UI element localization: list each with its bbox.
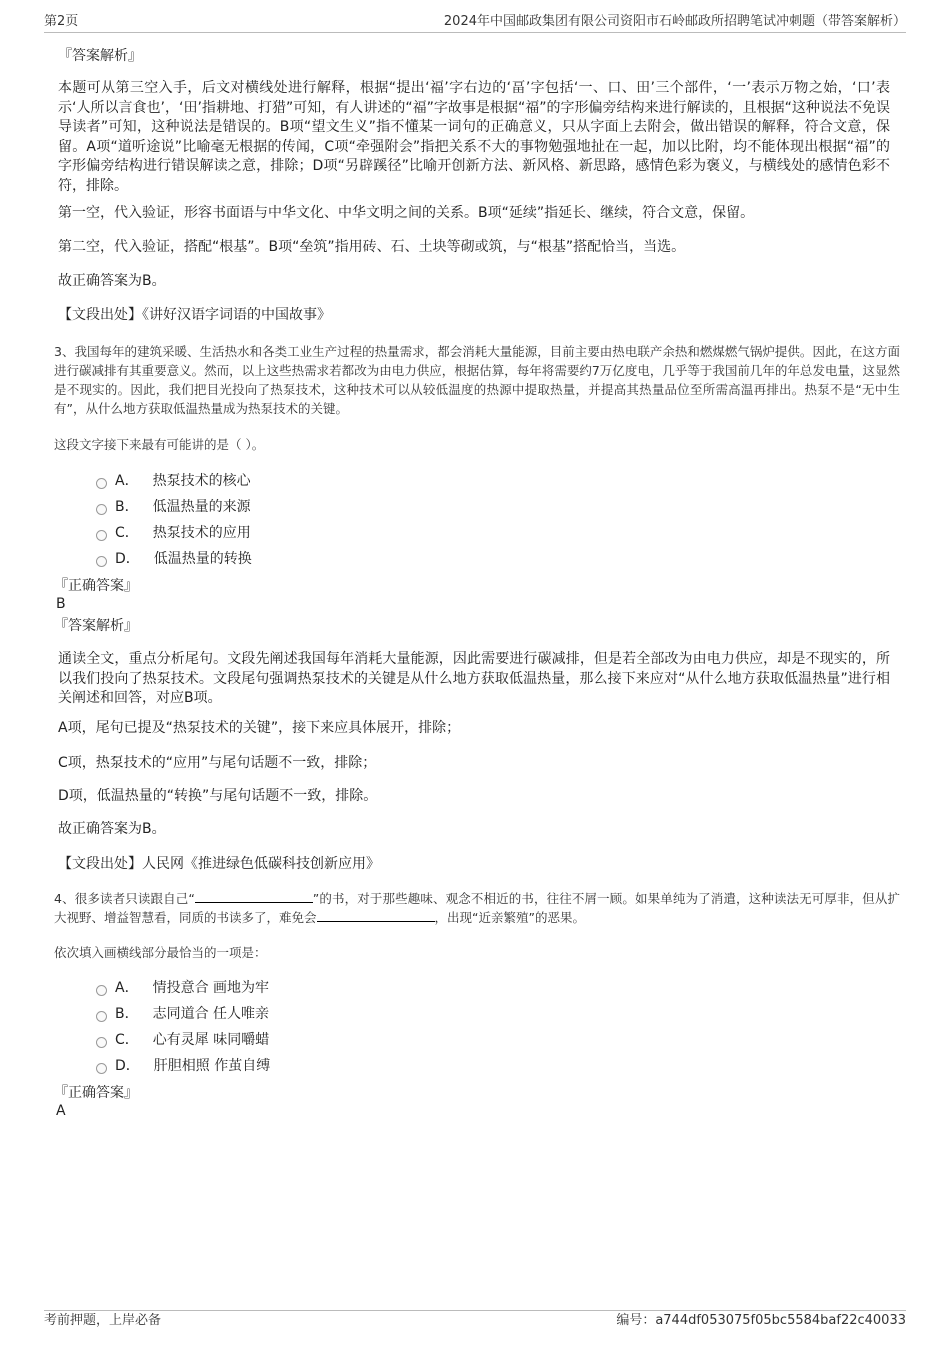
answer-value: B (56, 596, 66, 612)
header-divider (44, 32, 906, 33)
option-b[interactable] (96, 497, 251, 517)
option-text: 热泵技术的核心 (152, 473, 251, 489)
stem-part: 4、很多读者只读跟自己“ (54, 891, 195, 906)
analysis-paragraph: 本题可从第三空入手，后文对横线处进行解释，根据“提出‘福’字右边的‘畐’字包括‘一、口、田’三个部件，‘一’表示万物之始，‘口’表示‘人所以言食也’，‘田’指耕地、打猎”可知，有人讲述的“福”字故事是根据“福”的字形偏旁结构来进行解读的，且根据“这种说法不免误导读者”可知，这种说法是错误的。B项“望文生义”指不懂某一词句的正确意义，只从字面上去附会，做出错误的解释，符合文意，保留。A项“道听途说”比喻毫无根据的传闻，C项“牵强附会”指把关系不大的事物勉强地扯在一起，加以比附，均不能体现出根据“福”的字形偏旁结构进行错误解读之意，排除；D项“另辟蹊径”比喻开创新方法、新风格、新思路，感情色彩为褒义，与横线处的感情色彩不符，排除。 (58, 80, 890, 194)
question-stem: 3、我国每年的建筑采暖、生活热水和各类工业生产过程的热量需求，都会消耗大量能源，目前主要由热电联产余热和燃煤燃气锅炉提供。因此，在这方面进行碳减排有其重要意义。然而，以上这些热需求若都改为由电力供应，根据估算，每年将需要约7万亿度电，几乎等于我国前几年的年总发电量，这显然是不现实的。因此，我们把目光投向了热泵技术，这种技术可以从较低温度的热源中提取热量，并提高其热量品位至所需高温再排出。热泵不是“无中生有”，从什么地方获取低温热量成为热泵技术的关键。 (54, 344, 900, 416)
blank-line (317, 909, 435, 922)
stem-part: ”的书，对于那些趣味、观念不相近的书，往往不屑一顾。如果单纯为了消遣，这种读法无可厚非，但从扩大视野、增益智慧看，同质的书读多了，难免会 (54, 891, 900, 925)
option-letter: C． (115, 1032, 139, 1048)
source-citation: 【文段出处】《讲好汉语字词语的中国故事》 (58, 307, 331, 323)
analysis-label: 『答案解析』 (54, 618, 138, 634)
radio-button[interactable] (96, 1011, 107, 1022)
radio-button[interactable] (96, 478, 107, 489)
option-letter: B． (115, 499, 139, 515)
option-text: 心有灵犀 味同嚼蜡 (152, 1032, 270, 1048)
question-prompt: 依次填入画横线部分最恰当的一项是： (54, 945, 267, 960)
page-number: 第2页 (44, 14, 79, 29)
analysis-paragraph: 故正确答案为B。 (58, 821, 166, 837)
question-stem (54, 889, 900, 927)
question-prompt: 这段文字接下来最有可能讲的是（ ）。 (54, 437, 265, 452)
option-letter: A． (115, 473, 139, 489)
radio-button[interactable] (96, 1063, 107, 1074)
radio-button[interactable] (96, 530, 107, 541)
analysis-paragraph: A项，尾句已提及“热泵技术的关键”，接下来应具体展开，排除； (58, 720, 461, 736)
option-text: 低温热量的转换 (153, 551, 252, 567)
analysis-label: 『答案解析』 (58, 48, 142, 64)
source-citation: 【文段出处】人民网《推进绿色低碳科技创新应用》 (58, 856, 380, 872)
analysis-paragraph: 第一空，代入验证，形容书面语与中华文化、中华文明之间的关系。B项“延续”指延长、继续，符合文意，保留。 (58, 205, 755, 221)
option-a[interactable] (96, 978, 269, 998)
option-d[interactable] (96, 549, 252, 569)
document-code: 编号：a744df053075f05bc5584baf22c40033 (616, 1313, 906, 1328)
option-letter: D． (115, 551, 140, 567)
answer-label: 『正确答案』 (54, 1085, 138, 1101)
stem-part: ，出现“近亲繁殖”的恶果。 (434, 910, 585, 925)
analysis-paragraph: 通读全文，重点分析尾句。文段先阐述我国每年消耗大量能源，因此需要进行碳减排，但是若全部改为由电力供应，却是不现实的，所以我们投向了热泵技术。文段尾句强调热泵技术的关键是从什么地方获取低温热量，那么接下来应对“从什么地方获取低温热量”进行相关阐述和回答，对应B项。 (58, 651, 890, 706)
blank-line (195, 890, 313, 903)
option-d[interactable] (96, 1056, 270, 1076)
radio-button[interactable] (96, 504, 107, 515)
option-text: 志同道合 任人唯亲 (152, 1006, 270, 1022)
option-letter: D． (115, 1058, 140, 1074)
option-letter: C． (115, 525, 139, 541)
radio-button[interactable] (96, 985, 107, 996)
option-c[interactable] (96, 1030, 269, 1050)
footer-divider (44, 1310, 906, 1311)
option-letter: B． (115, 1006, 139, 1022)
radio-button[interactable] (96, 1037, 107, 1048)
option-text: 热泵技术的应用 (152, 525, 251, 541)
analysis-paragraph: D项，低温热量的“转换”与尾句话题不一致，排除。 (58, 788, 378, 804)
analysis-paragraph: C项，热泵技术的“应用”与尾句话题不一致，排除； (58, 755, 377, 771)
option-text: 低温热量的来源 (152, 499, 251, 515)
answer-value: A (56, 1103, 66, 1119)
radio-button[interactable] (96, 556, 107, 567)
analysis-paragraph: 第二空，代入验证，搭配“根基”。B项“垒筑”指用砖、石、土块等砌或筑，与“根基”搭配恰当，当选。 (58, 239, 686, 255)
option-text: 情投意合 画地为牢 (152, 980, 270, 996)
footer-slogan: 考前押题，上岸必备 (44, 1313, 162, 1328)
option-b[interactable] (96, 1004, 269, 1024)
option-letter: A． (115, 980, 139, 996)
answer-label: 『正确答案』 (54, 578, 138, 594)
option-a[interactable] (96, 471, 251, 491)
analysis-paragraph: 故正确答案为B。 (58, 273, 166, 289)
option-c[interactable] (96, 523, 251, 543)
document-title: 2024年中国邮政集团有限公司资阳市石岭邮政所招聘笔试冲刺题（带答案解析） (443, 14, 906, 29)
option-text: 肝胆相照 作茧自缚 (153, 1058, 271, 1074)
